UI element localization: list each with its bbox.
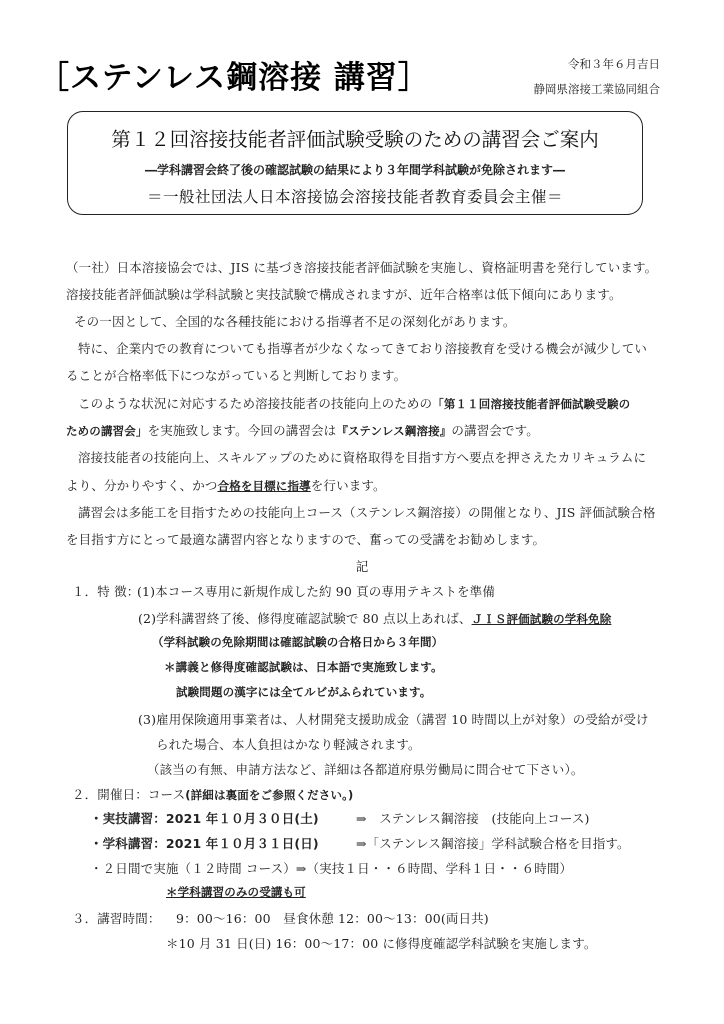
lecture-only-note: ＊学科講習のみの受講も可 <box>166 885 306 899</box>
body-line <box>66 476 386 494</box>
schedule-row <box>90 834 319 852</box>
body-text: の講習会です。 <box>451 423 539 438</box>
section2-note: (詳細は裏面をご参照ください。) <box>185 788 354 802</box>
feature-item: （該当の有無、申請方法など、詳細は各都道府県労働局に問合せて下さい）。 <box>147 762 584 777</box>
schedule-date: ：2021 年１０月３１日(日) <box>153 836 319 851</box>
body-text: (2)学科講習終了後、修得度確認試験で 80 点以上あれば、 <box>138 611 472 626</box>
body-line <box>66 421 539 439</box>
feature-item: (3)雇用保険適用事業者は、人材開発支援助成金（講習 10 時間以上が対象）の受給が受け <box>138 712 649 727</box>
body-line <box>78 394 630 412</box>
feature-note: 試験問題の漢字には全てルビがふられています。 <box>176 685 432 699</box>
title-box <box>67 111 643 215</box>
lecture-time: 9：00～16：00 昼食休憩 12：00～13：00(両日共) <box>176 911 489 926</box>
issue-date: 令和３年６月吉日 <box>568 57 660 71</box>
section3-label: ３．講習時間： <box>72 911 161 926</box>
organizer-line: ＝一般社団法人日本溶接協会溶接技能者教育委員会主催＝ <box>146 188 563 206</box>
schedule-course: ⇒「ステンレス鋼溶接」学科試験合格を目指す。 <box>356 836 630 851</box>
schedule-type: ・実技講習 <box>90 811 154 826</box>
body-line: を目指す方にとって最適な講習内容となりますので、奮っての受講をお勧めします。 <box>66 532 546 547</box>
schedule-row <box>90 809 319 827</box>
feature-note: ＊講義と修得度確認試験は、日本語で実施致します。 <box>164 660 443 674</box>
course-name-bold: 「第１１回溶接技能者評価試験受験の <box>432 397 631 411</box>
body-line: 溶接技能者の技能向上、スキルアップのために資格取得を目指す方へ要点を押さえたカリキュラムに <box>78 450 647 465</box>
page-heading: ［ステンレス鋼溶接 講習］ <box>38 60 430 96</box>
body-line: 講習会は多能工を目指すための技能向上コース（ステンレス鋼溶接）の開催となり、JIS 評価試験合格 <box>78 505 656 520</box>
course-name-bold: ための講習会」 <box>66 424 148 438</box>
document-title: 第１２回溶接技能者評価試験受験のための講習会ご案内 <box>111 128 599 151</box>
schedule-type: ・学科講習 <box>90 836 154 851</box>
course-topic-bold: 『ステンレス鋼溶接』 <box>336 424 452 438</box>
exam-note: ＊10 月 31 日(日) 16：00～17：00 に修得度確認学科試験を実施します。 <box>166 936 597 951</box>
section1-label: １．特 徴： <box>72 584 140 599</box>
schedule-duration: ・２日間で実施（１２時間 コース）⇒（実技１日・・６時間、学科１日・・６時間） <box>90 861 573 876</box>
body-line: （一社）日本溶接協会では、JIS に基づき溶接技能者評価試験を実施し、資格証明書を発行しています。 <box>66 260 658 275</box>
feature-item: られた場合、本人負担はかなり軽減されます。 <box>156 737 421 752</box>
document-subtitle: ―学科講習会終了後の確認試験の結果により３年間学科試験が免除されます― <box>144 163 565 177</box>
body-text: このような状況に対応するため溶接技能者の技能向上のための <box>78 396 433 411</box>
emphasis-text: ＪＩＳ評価試験の学科免除 <box>471 612 612 626</box>
body-text: ２．開催日：コース <box>72 787 186 802</box>
schedule-course: ⇒ ステンレス鋼溶接 (技能向上コース) <box>356 811 590 826</box>
body-line: 溶接技能者評価試験は学科試験と実技試験で構成されますが、近年合格率は低下傾向にあります。 <box>66 287 622 302</box>
emphasis-text: 合格を目標に指導 <box>217 479 311 493</box>
body-line: その一因として、全国的な各種技能における指導者不足の深刻化があります。 <box>74 314 516 329</box>
feature-item <box>138 609 611 627</box>
body-text: より、分かりやすく、かつ <box>66 478 218 493</box>
feature-item: (1)本コース専用に新規作成した約 90 頁の専用テキストを準備 <box>137 584 495 599</box>
body-text: を行います。 <box>310 478 386 493</box>
issuer-name: 静岡県溶接工業協同組合 <box>533 82 660 96</box>
schedule-date: ：2021 年１０月３０日(土) <box>153 811 319 826</box>
body-text: を実施致します。今回の講習会は <box>147 423 337 438</box>
ki-marker: 記 <box>355 559 369 574</box>
body-line: ることが合格率低下につながっていると判断しております。 <box>66 368 407 383</box>
section2-label <box>72 785 353 803</box>
body-line: 特に、企業内での教育についても指導者が少なくなってきており溶接教育を受ける機会が減少してい <box>78 341 648 356</box>
feature-note: （学科試験の免除期間は確認試験の合格日から３年間） <box>152 635 444 649</box>
